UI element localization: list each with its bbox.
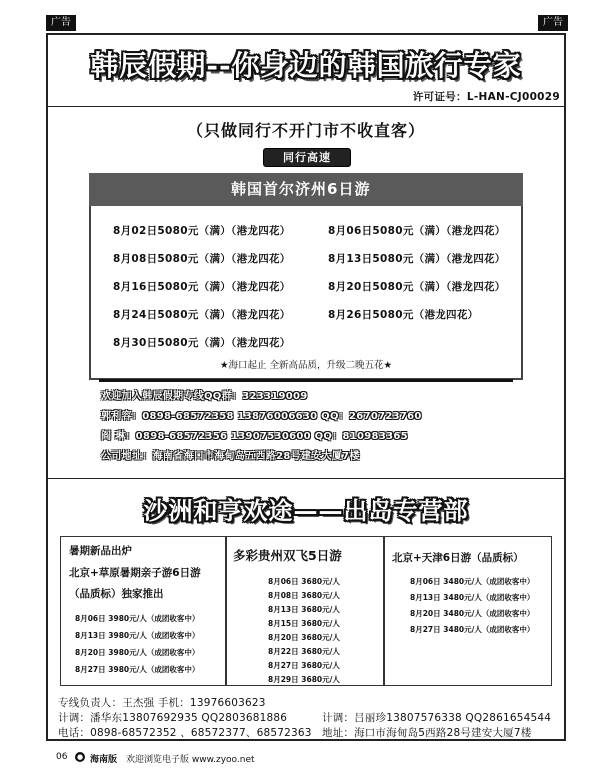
footer-planner-2: 计调：吕丽珍13807576338 QQ2861654544 — [322, 712, 552, 724]
edition-label: 海南版 — [90, 755, 118, 765]
box2-date-4: 8月15日 3680元/人 — [268, 619, 340, 628]
box2-date-5: 8月20日 3680元/人 — [268, 633, 340, 642]
box2-date-7: 8月27日 3680元/人 — [268, 661, 340, 670]
box3-date-1: 8月06日 3480元/人（成团收客中） — [410, 577, 535, 586]
divider-top — [48, 106, 564, 107]
contact-qq-group: 欢迎加入韩辰假期专线QQ群：323319009 — [101, 391, 308, 402]
license-number: 许可证号：L-HAN-CJ00029 — [412, 91, 560, 103]
page-number: 06 — [56, 752, 68, 762]
box3-date-2: 8月13日 3480元/人（成团收客中） — [410, 593, 535, 602]
departure-left-5: 8月30日5080元（满）（港龙四花） — [113, 337, 291, 349]
footer-address: 地址：海口市海甸岛5西路28号建安大厦7楼 — [322, 727, 532, 739]
departure-right-2: 8月13日5080元（满）（港龙四花） — [328, 253, 506, 265]
box2-title: 多彩贵州双飞5日游 — [233, 548, 342, 563]
badge: 同行高速 — [263, 148, 351, 167]
box1-subtitle2: （品质标）独家推出 — [69, 588, 164, 600]
website-text: 欢迎浏览电子版 www.zyoo.net — [126, 755, 255, 765]
contact-person-1: 郭利容：0898-68572358 13876006630 QQ：2670723760 — [101, 411, 422, 422]
departure-left-4: 8月24日5080元（满）（港龙四花） — [113, 309, 291, 321]
footer-planner-1: 计调：潘华东13807692935 QQ2803681886 — [58, 712, 288, 724]
box3-date-4: 8月27日 3480元/人（成团收客中） — [410, 625, 535, 634]
ad-label-right: 广告 — [538, 15, 568, 31]
box1-title: 暑期新品出炉 — [69, 545, 132, 557]
box1-subtitle: 北京+草原暑期亲子游6日游 — [69, 567, 201, 579]
contact-address: 公司地址：海南省海口市海甸岛五西路28号建安大厦7楼 — [101, 451, 360, 462]
footer-phone: 电话：0898-68572352 、68572377、68572363 — [58, 727, 312, 739]
footer-manager: 专线负责人：王杰强 手机：13976603623 — [58, 697, 266, 709]
box1-date-4: 8月27日 3980元/人（成团收客中） — [75, 665, 200, 674]
box2-date-8: 8月29日 3680元/人 — [268, 675, 340, 684]
contact-divider — [99, 379, 513, 382]
box3-title: 北京+天津6日游（品质标） — [392, 552, 524, 564]
divider-middle — [48, 478, 564, 479]
box2-date-3: 8月13日 3680元/人 — [268, 605, 340, 614]
departure-right-4: 8月26日5080元（港龙四花） — [328, 309, 479, 321]
box2-date-6: 8月22日 3680元/人 — [268, 647, 340, 656]
tour-title: 韩国首尔济州6日游 — [89, 173, 523, 206]
box2-date-2: 8月08日 3680元/人 — [268, 591, 340, 600]
box1-date-2: 8月13日 3980元/人（成团收客中） — [75, 631, 200, 640]
section2-title: 沙洲和亨欢途——出岛专营部 — [143, 496, 469, 525]
departure-left-3: 8月16日5080元（满）（港龙四花） — [113, 281, 291, 293]
tour-note: ★海口起止 全新高品质，升级二晚五花★ — [219, 360, 393, 371]
departure-left-1: 8月02日5080元（满）（港龙四花） — [113, 225, 291, 237]
box3-date-3: 8月20日 3480元/人（成团收客中） — [410, 609, 535, 618]
header-title: 韩辰假期--你身边的韩国旅行专家 — [90, 49, 522, 82]
departure-right-1: 8月06日5080元（满）（港龙四花） — [328, 225, 506, 237]
box1-date-1: 8月06日 3980元/人（成团收客中） — [75, 614, 200, 623]
box2-date-1: 8月06日 3680元/人 — [268, 577, 340, 586]
newspaper-logo-icon: ● — [76, 753, 84, 761]
departure-right-3: 8月20日5080元（满）（港龙四花） — [328, 281, 506, 293]
box1-date-3: 8月20日 3980元/人（成团收客中） — [75, 648, 200, 657]
ad-label-left: 广告 — [46, 15, 76, 31]
departure-left-2: 8月08日5080元（满）（港龙四花） — [113, 253, 291, 265]
contact-person-2: 阎 琳：0898-68572356 13907530600 QQ：810983365 — [101, 431, 408, 442]
slogan: （只做同行不开门市不收直客） — [186, 121, 425, 140]
